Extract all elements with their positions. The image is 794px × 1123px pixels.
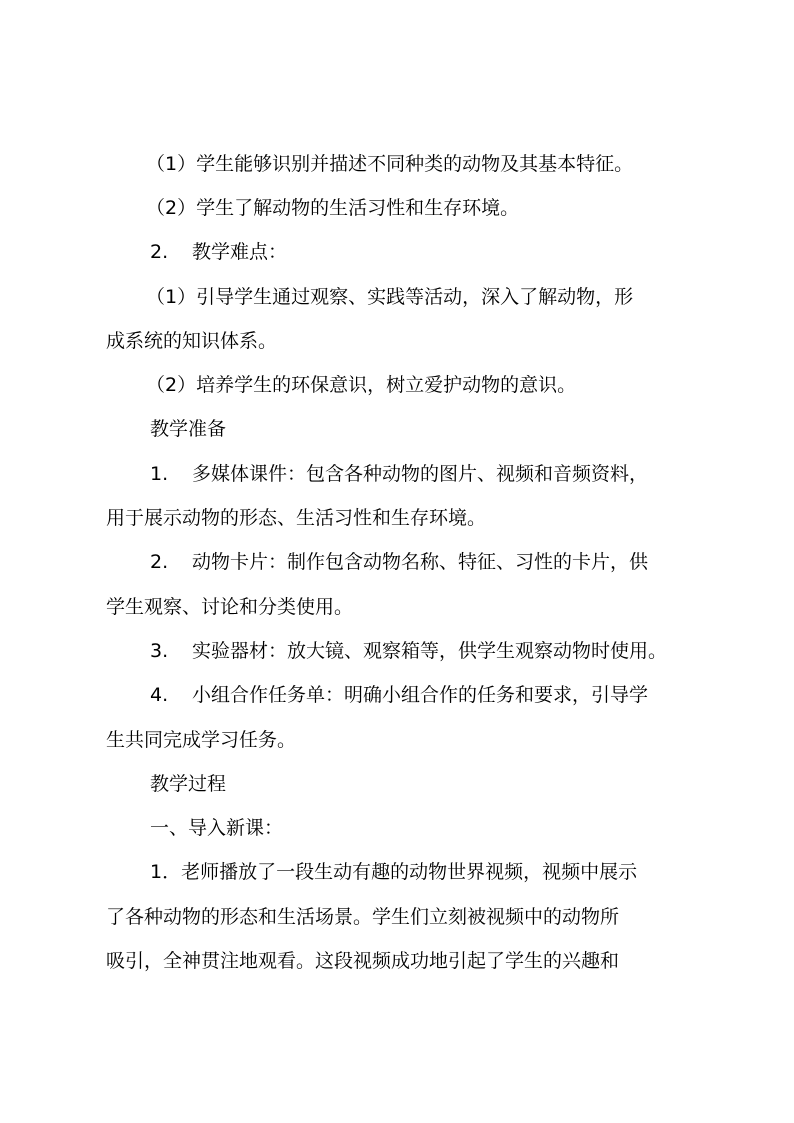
prep-item-2-text: 动物卡片：制作包含动物名称、特征、习性的卡片，供 [192, 551, 649, 573]
prep-item-4-line-2: 生共同完成学习任务。 [106, 729, 297, 751]
prep-item-4-number: 4. [150, 684, 169, 706]
process-paragraph-line-2: 了各种动物的形态和生活场景。学生们立刻被视频中的动物所 [106, 906, 620, 928]
process-paragraph-line-1: 1．老师播放了一段生动有趣的动物世界视频，视频中展示 [150, 861, 638, 883]
prep-item-1-line-1 [150, 462, 648, 486]
prep-item-1-text: 多媒体课件：包含各种动物的图片、视频和音频资料， [192, 463, 649, 485]
difficulty-title: 教学难点： [192, 241, 288, 263]
difficulty-heading [150, 240, 287, 264]
prep-item-4-text: 小组合作任务单：明确小组合作的任务和要求，引导学 [192, 684, 649, 706]
process-subheading: 一、导入新课： [150, 817, 284, 839]
prep-item-1-line-2: 用于展示动物的形态、生活习性和生存环境。 [106, 507, 487, 529]
difficulty-number: 2. [150, 241, 169, 263]
preparation-heading: 教学准备 [150, 418, 227, 440]
process-heading: 教学过程 [150, 773, 227, 795]
difficulty-item-1-line-2: 成系统的知识体系。 [106, 330, 278, 352]
goal-item-2: （2）学生了解动物的生活习性和生存环境。 [146, 197, 520, 219]
prep-item-3-text: 实验器材：放大镜、观察箱等，供学生观察动物时使用。 [192, 640, 668, 662]
difficulty-item-1-line-1: （1）引导学生通过观察、实践等活动，深入了解动物，形 [146, 286, 634, 308]
prep-item-3-number: 3. [150, 640, 169, 662]
prep-item-4-line-1 [150, 683, 648, 707]
difficulty-item-2: （2）培养学生的环保意识，树立爱护动物的意识。 [146, 374, 577, 396]
prep-item-1-number: 1. [150, 463, 169, 485]
process-paragraph-line-3: 吸引，全神贯注地观看。这段视频成功地引起了学生的兴趣和 [106, 950, 620, 972]
prep-item-2-line-2: 学生观察、讨论和分类使用。 [106, 596, 354, 618]
prep-item-2-number: 2. [150, 551, 169, 573]
goal-item-1: （1）学生能够识别并描述不同种类的动物及其基本特征。 [146, 153, 634, 175]
prep-item-2-line-1 [150, 550, 648, 574]
prep-item-3-line-1 [150, 639, 667, 663]
